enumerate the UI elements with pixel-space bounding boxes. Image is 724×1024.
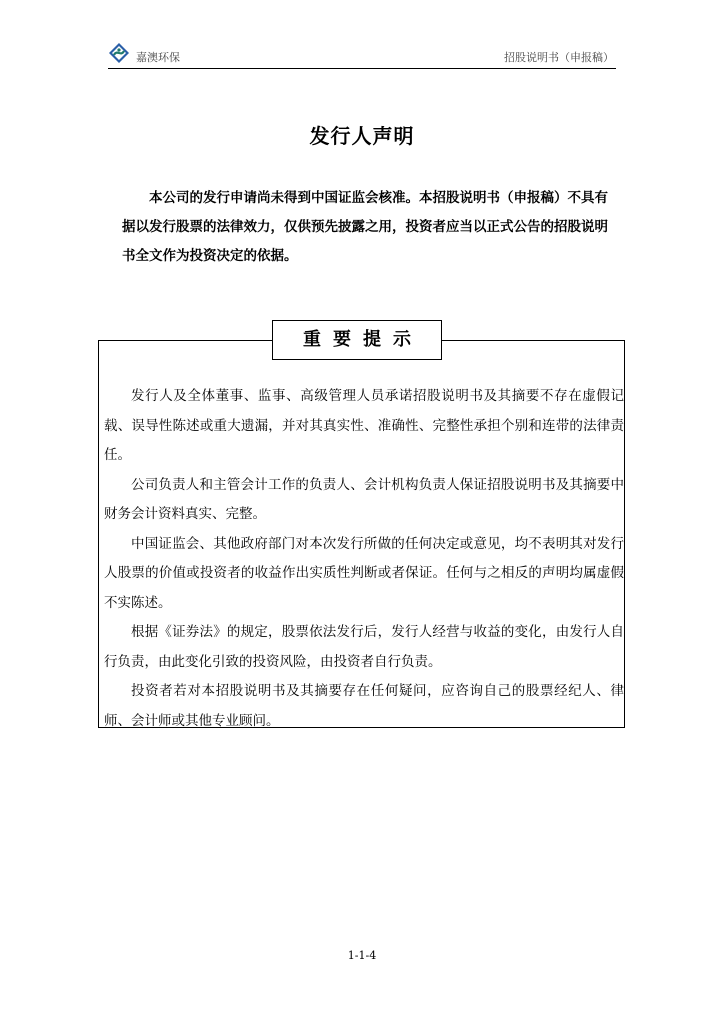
- page-title: 发行人声明: [309, 124, 415, 148]
- page-header: [108, 40, 616, 69]
- notice-title: 重要提示: [272, 320, 442, 360]
- notice-paragraph: 中国证监会、其他政府部门对本次发行所做的任何决定或意见，均不表明其对发行人股票的价值或投资者的收益作出实质性判断或者保证。任何与之相反的声明均属虚假不实陈述。: [104, 535, 624, 611]
- company-logo-icon: [108, 42, 130, 64]
- document-name: 招股说明书（申报稿）: [504, 51, 614, 64]
- notice-paragraph: 公司负责人和主管会计工作的负责人、会计机构负责人保证招股说明书及其摘要中财务会计资料真实、完整。: [104, 476, 624, 522]
- notice-paragraph: 发行人及全体董事、监事、高级管理人员承诺招股说明书及其摘要不存在虚假记载、误导性陈述或重大遗漏，并对其真实性、准确性、完整性承担个别和连带的法律责任。: [104, 388, 624, 463]
- company-name: 嘉澳环保: [136, 51, 180, 64]
- page-number: 1-1-4: [347, 949, 377, 962]
- notice-body: [104, 382, 624, 736]
- issuer-statement: [122, 184, 608, 271]
- notice-paragraph: 根据《证券法》的规定，股票依法发行后，发行人经营与收益的变化，由发行人自行负责，由此变化引致的投资风险，由投资者自行负责。: [104, 624, 624, 670]
- notice-paragraph: 投资者若对本招股说明书及其摘要存在任何疑问，应咨询自己的股票经纪人、律师、会计师或其他专业顾问。: [104, 683, 624, 729]
- statement-text: 本公司的发行申请尚未得到中国证监会核准。本招股说明书（申报稿）不具有据以发行股票的法律效力，仅供预先披露之用，投资者应当以正式公告的招股说明书全文作为投资决定的依据。: [122, 190, 608, 264]
